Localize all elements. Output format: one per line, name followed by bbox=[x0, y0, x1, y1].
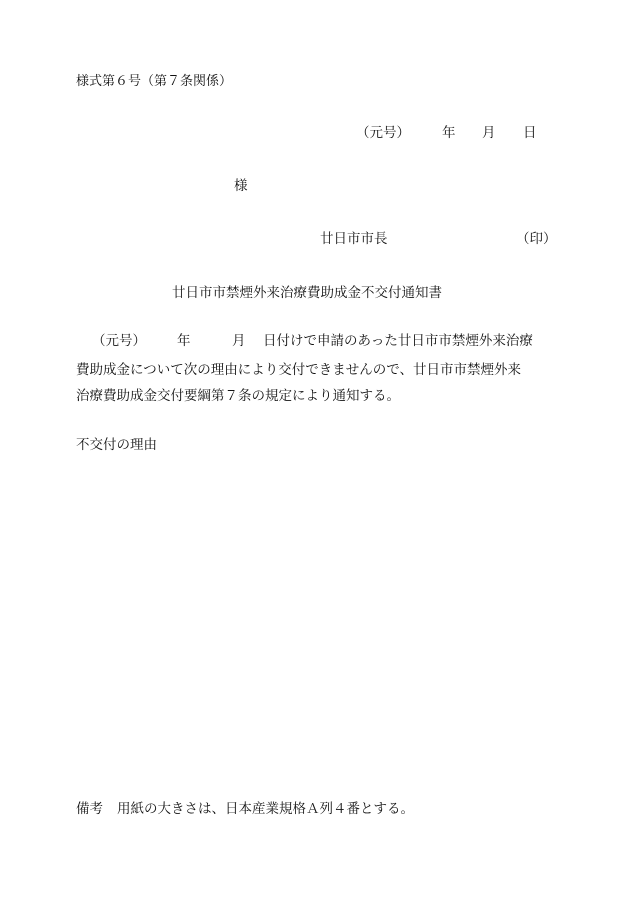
body-line-3: 治療費助成金交付要綱第７条の規定により通知する。 bbox=[76, 388, 400, 404]
body-month-label: 月 bbox=[232, 333, 246, 349]
reason-label: 不交付の理由 bbox=[76, 437, 157, 453]
addressee-honorific: 様 bbox=[234, 178, 248, 194]
body-line-1-text: 日付けで申請のあった廿日市市禁煙外来治療 bbox=[263, 333, 533, 349]
body-line-2: 費助成金について次の理由により交付できませんので、廿日市市禁煙外来 bbox=[76, 362, 521, 378]
date-line bbox=[356, 124, 546, 142]
remarks-label: 備考 bbox=[76, 801, 103, 817]
remarks-text: 用紙の大きさは、日本産業規格Ａ列４番とする。 bbox=[117, 801, 414, 817]
form-number: 様式第６号（第７条関係） bbox=[76, 74, 233, 89]
body-era-label: （元号） bbox=[92, 333, 146, 349]
seal-mark: （印） bbox=[516, 231, 557, 247]
body-line-1 bbox=[76, 332, 556, 350]
date-day-label: 日 bbox=[523, 125, 537, 141]
issuer-name: 廿日市市長 bbox=[320, 231, 388, 247]
date-month-label: 月 bbox=[482, 125, 496, 141]
date-era-label: （元号） bbox=[356, 125, 410, 141]
body-year-label: 年 bbox=[177, 333, 191, 349]
document-title: 廿日市市禁煙外来治療費助成金不交付通知書 bbox=[172, 285, 442, 301]
remarks bbox=[76, 800, 414, 818]
date-year-label: 年 bbox=[442, 125, 456, 141]
